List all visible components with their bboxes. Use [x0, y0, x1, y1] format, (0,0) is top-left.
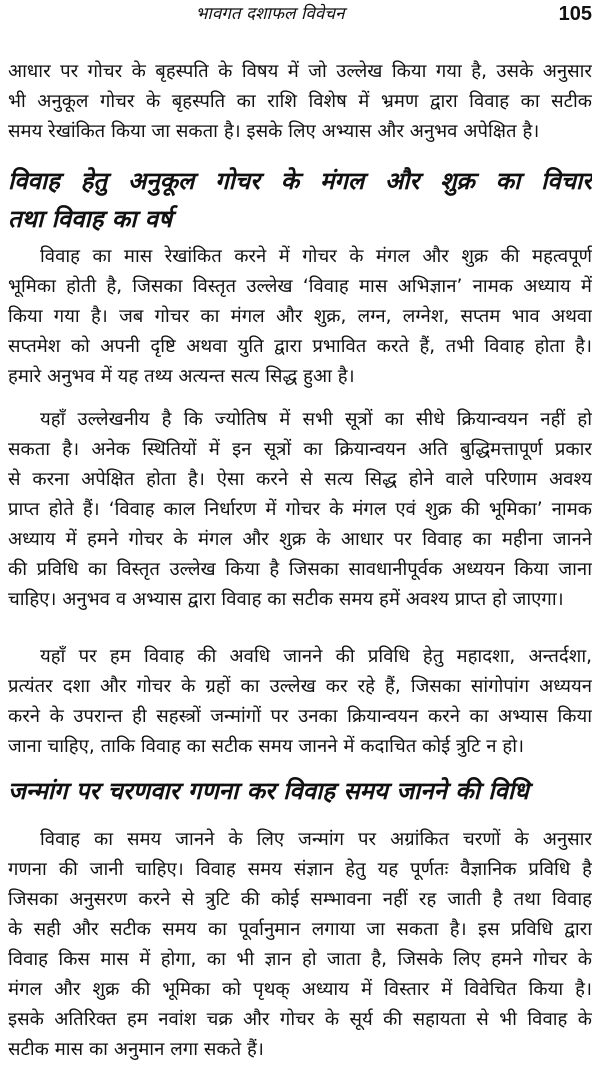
text-line: किया गया है। जब गोचर का मंगल और शुक्र, लग्न, लग्नेश, सप्तम भाव अथवा — [8, 306, 592, 327]
paragraph — [8, 57, 592, 147]
text-line: आधार पर गोचर के बृहस्पति के विषय में जो उल्लेख किया गया है, उसके अनुसार — [8, 61, 592, 82]
paragraph — [8, 242, 592, 392]
text-line: अध्याय में हमने गोचर के मंगल और शुक्र के आधार पर विवाह का महीना जानने — [8, 529, 592, 550]
paragraph — [8, 642, 592, 762]
text-line: सप्तमेश को अपनी दृष्टि अथवा युति द्वारा प्रभावित करते हैं, तभी विवाह होता है। — [8, 336, 592, 357]
text-line: यहाँ पर हम विवाह की अवधि जानने की प्रविधि हेतु महादशा, अन्तर्दशा, — [40, 646, 592, 667]
page-number: 105 — [558, 3, 592, 25]
paragraph — [8, 405, 592, 615]
text-line: सकता है। अनेक स्थितियों में इन सूत्रों का क्रियान्वयन अति बुद्धिमत्तापूर्ण प्रकार — [8, 439, 592, 460]
text-line: मंगल और शुक्र की भूमिका को पृथक् अध्याय में विस्तार में विवेचित किया है। — [8, 979, 592, 1000]
text-line: भी अनुकूल गोचर के बृहस्पति का राशि विशेष में भ्रमण द्वारा विवाह का सटीक — [8, 91, 592, 112]
text-line: समय रेखांकित किया जा सकता है। इसके लिए अभ्यास और अनुभव अपेक्षित है। — [8, 121, 540, 142]
text-line: जाना चाहिए, ताकि विवाह का सटीक समय जानने में कदाचित कोई त्रुटि न हो। — [8, 736, 525, 757]
text-line: विवाह किस मास में होगा, का भी ज्ञान हो जाता है, जिसके लिए हमने गोचर के — [8, 949, 592, 970]
text-line: सटीक मास का अनुमान लगा सकते हैं। — [8, 1039, 264, 1060]
text-line: विवाह का मास रेखांकित करने में गोचर के मंगल और शुक्र की महत्वपूर्ण — [40, 246, 592, 267]
heading-line: विवाह हेतु अनुकूल गोचर के मंगल और शुक्र का विचार — [8, 167, 592, 195]
text-line: गणना की जानी चाहिए। विवाह समय संज्ञान हेतु यह पूर्णतः वैज्ञानिक प्रविधि है — [8, 859, 592, 880]
paragraph — [8, 825, 592, 1065]
text-line: करने के उपरान्त ही सहस्त्रों जन्मांगों पर उनका क्रियान्वयन करने का अभ्यास किया — [8, 706, 592, 727]
heading-line: जन्मांग पर चरणवार गणना कर विवाह समय जानने की विधि — [8, 777, 529, 805]
text-line: इसके अतिरिक्त हम नवांश चक्र और गोचर के सूर्य की सहायता से भी विवाह के — [8, 1009, 592, 1030]
text-line: की प्रविधि का विस्तृत उल्लेख किया है जिसका सावधानीपूर्वक अध्ययन किया जाना — [8, 559, 592, 580]
text-line: प्राप्त होते हैं। ‘विवाह काल निर्धारण में गोचर के मंगल एवं शुक्र की भूमिका’ नामक — [8, 499, 592, 520]
text-line: विवाह का समय जानने के लिए जन्मांग पर अग्रांकित चरणों के अनुसार — [40, 829, 592, 850]
text-line: यहाँ उल्लेखनीय है कि ज्योतिष में सभी सूत्रों का सीधे क्रियान्वयन नहीं हो — [40, 409, 592, 430]
section-heading — [8, 772, 592, 810]
text-line: प्रत्यंतर दशा और गोचर के ग्रहों का उल्लेख कर रहे हैं, जिसका सांगोपांग अध्ययन — [8, 676, 592, 697]
text-line: चाहिए। अनुभव व अभ्यास द्वारा विवाह का सटीक समय हमें अवश्य प्राप्त हो जाएगा। — [8, 589, 564, 610]
text-line: हमारे अनुभव में यह तथ्य अत्यन्त सत्य सिद्ध हुआ है। — [8, 366, 355, 387]
text-line: के सही और सटीक समय का पूर्वानुमान लगाया जा सकता है। इस प्रविधि द्वारा — [8, 919, 592, 940]
section-heading — [8, 162, 592, 238]
text-line: जिसका अनुसरण करने से त्रुटि की कोई सम्भावना नहीं रह जाती है तथा विवाह — [8, 889, 592, 910]
text-line: भूमिका होती है, जिसका विस्तृत उल्लेख ‘विवाह मास अभिज्ञान’ नामक अध्याय में — [8, 276, 592, 297]
heading-line: तथा विवाह का वर्ष — [8, 205, 173, 233]
text-line: से करना अपेक्षित होता है। ऐसा करने से सत्य सिद्ध होने वाले परिणाम अवश्य — [8, 469, 592, 490]
running-header-title: भावगत दशाफल विवेचन — [195, 4, 345, 24]
